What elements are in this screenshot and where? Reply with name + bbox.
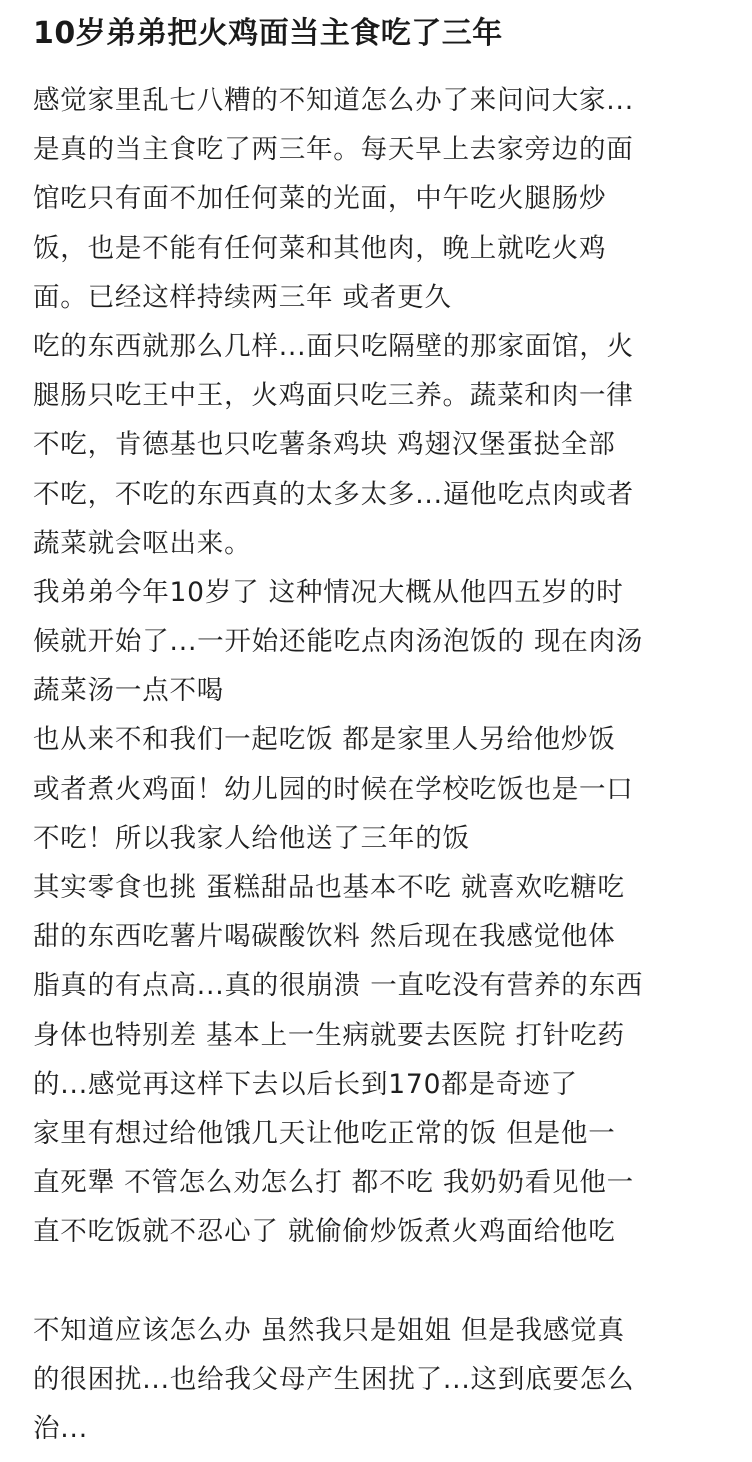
post-body-line: 的...感觉再这样下去以后长到170都是奇迹了 — [33, 1068, 578, 1100]
post-body-line: 感觉家里乱七八糟的不知道怎么办了来问问大家... — [33, 85, 634, 116]
post-body-line: 家里有想过给他饿几天让他吃正常的饭 但是他一 — [33, 1117, 616, 1149]
post-body-line: 蔬菜就会呕出来。 — [33, 527, 252, 559]
post-body-line: 是真的当主食吃了两三年。每天早上去家旁边的面 — [33, 134, 634, 166]
post-body-line: 不吃，不吃的东西真的太多太多...逼他吃点肉或者 — [33, 478, 634, 510]
post-body-line: 不吃！所以我家人给他送了三年的饭 — [33, 822, 470, 854]
post-body-line: 也从来不和我们一起吃饭 都是家里人另给他炒饭 — [33, 724, 616, 756]
post-body-line: 面。已经这样持续两三年 或者更久 — [33, 281, 452, 313]
post-body-line: 馆吃只有面不加任何菜的光面，中午吃火腿肠炒 — [33, 183, 607, 215]
post-body-blank-line — [33, 1257, 723, 1306]
post-body-line: 我弟弟今年10岁了 这种情况大概从他四五岁的时 — [33, 576, 624, 608]
post-body-line: 其实零食也挑 蛋糕甜品也基本不吃 就喜欢吃糖吃 — [33, 872, 625, 903]
post-body — [33, 76, 723, 1453]
post-body-line: 身体也特别差 基本上一生病就要去医院 打针吃药 — [33, 1019, 625, 1051]
post-body-line: 饭，也是不能有任何菜和其他肉，晚上就吃火鸡 — [33, 232, 607, 264]
post-body-line: 腿肠只吃王中王，火鸡面只吃三养。蔬菜和肉一律 — [33, 380, 634, 412]
post-body-line: 脂真的有点高...真的很崩溃 一直吃没有营养的东西 — [33, 970, 644, 1002]
post-body-line: 的很困扰...也给我父母产生困扰了...这到底要怎么 — [33, 1363, 635, 1395]
post-body-line: 吃的东西就那么几样...面只吃隔壁的那家面馆，火 — [33, 330, 634, 362]
post-body-line: 治... — [33, 1413, 88, 1445]
post-body-line: 不吃，肯德基也只吃薯条鸡块 鸡翅汉堡蛋挞全部 — [33, 429, 616, 461]
post-body-line: 或者煮火鸡面！幼儿园的时候在学校吃饭也是一口 — [33, 773, 634, 805]
post-body-line: 候就开始了...一开始还能吃点肉汤泡饭的 现在肉汤 — [33, 626, 644, 658]
post-body-line: 不知道应该怎么办 虽然我只是姐姐 但是我感觉真 — [33, 1314, 625, 1346]
post-body-line: 蔬菜汤一点不喝 — [33, 675, 225, 707]
post-body-line: 甜的东西吃薯片喝碳酸饮料 然后现在我感觉他体 — [33, 921, 616, 953]
post-body-line: 直不吃饭就不忍心了 就偷偷炒饭煮火鸡面给他吃 — [33, 1216, 616, 1248]
post-body-line: 直死犟 不管怎么劝怎么打 都不吃 我奶奶看见他一 — [33, 1167, 634, 1199]
post-title: 10岁弟弟把火鸡面当主食吃了三年 — [33, 16, 503, 51]
